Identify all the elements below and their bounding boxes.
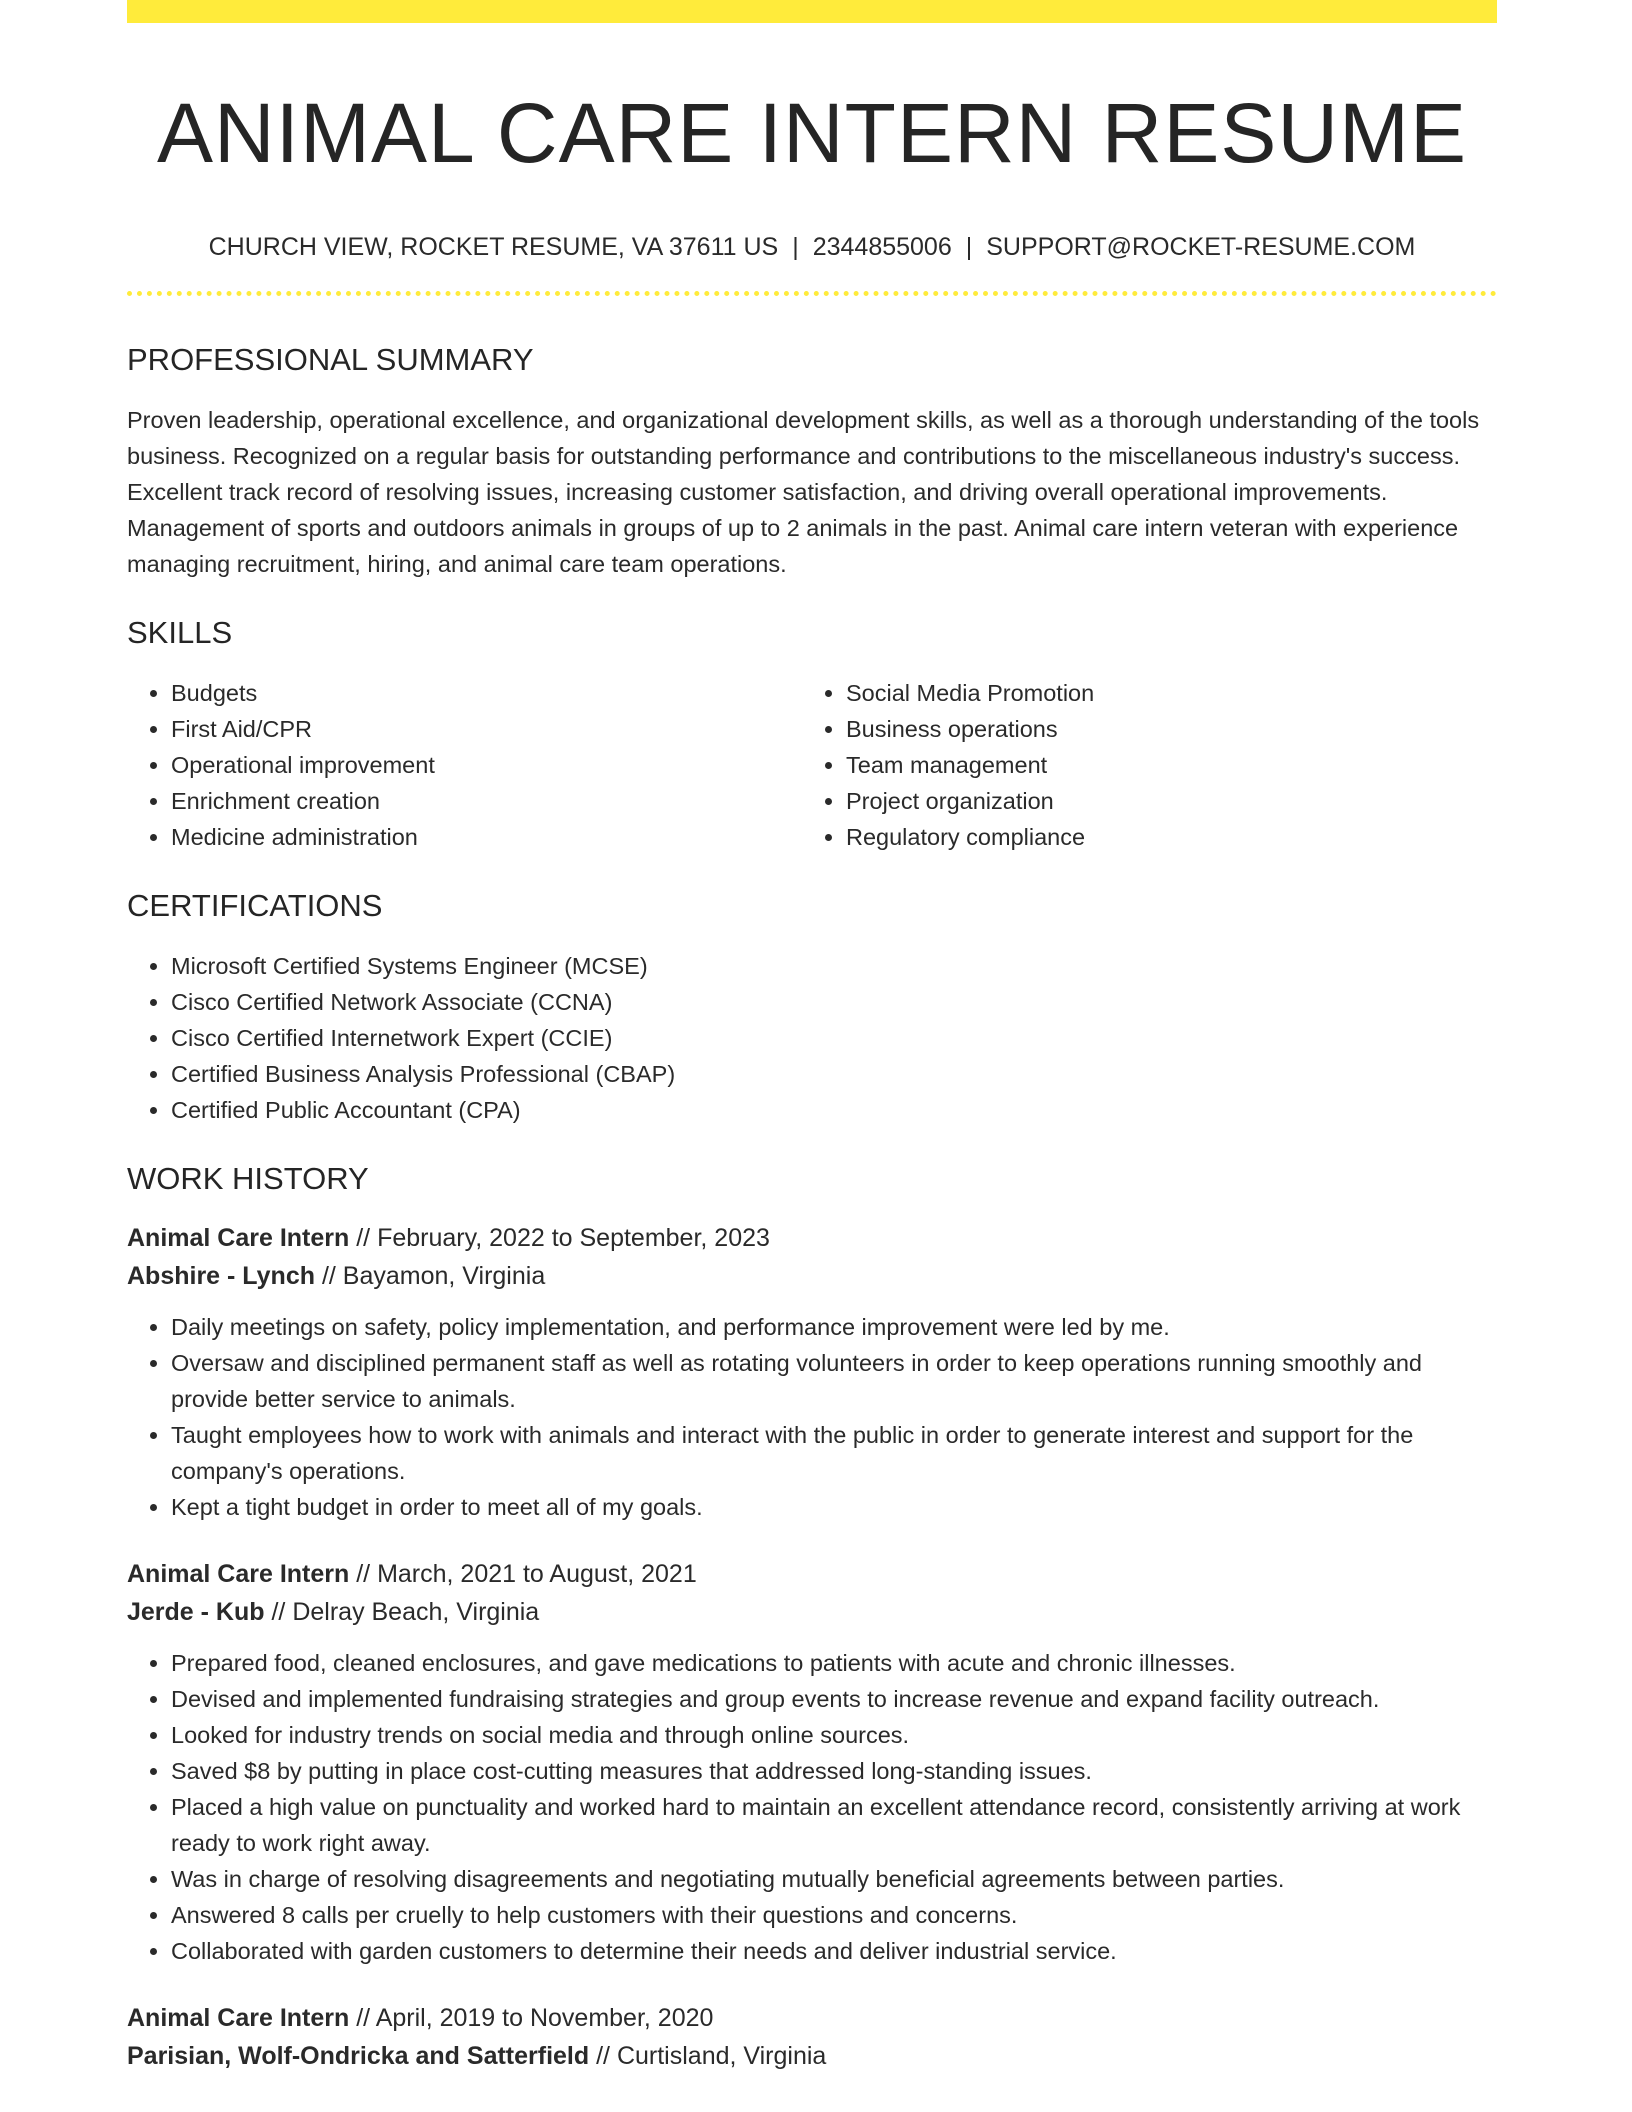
list-item: • Certified Business Analysis Professional (CBAP) xyxy=(171,1056,1497,1092)
resume-page xyxy=(127,0,1497,2075)
skills-list-right xyxy=(802,675,1477,855)
list-item: • Microsoft Certified Systems Engineer (MCSE) xyxy=(171,948,1497,984)
job-title-line xyxy=(127,1555,1497,1593)
job-company: Parisian, Wolf-Ondricka and Satterfield xyxy=(127,2042,590,2070)
job-title: Animal Care Intern xyxy=(127,1224,350,1252)
list-item: • Devised and implemented fundraising strategies and group events to increase revenue and expand facility outreach. xyxy=(171,1681,1497,1717)
job-location: // Bayamon, Virginia xyxy=(321,1262,546,1290)
job-company-line xyxy=(127,1593,1497,1631)
job-title-line xyxy=(127,1999,1497,2037)
list-item: • Operational improvement xyxy=(171,747,802,783)
list-item: • Cisco Certified Internetwork Expert (CCIE) xyxy=(171,1020,1497,1056)
section-heading: SKILLS xyxy=(127,615,233,650)
work-history-section xyxy=(127,1159,1497,2075)
list-item: • Project organization xyxy=(846,783,1477,819)
list-item: • Team management xyxy=(846,747,1477,783)
list-item: • Kept a tight budget in order to meet all of my goals. xyxy=(171,1489,1497,1525)
list-item: • Regulatory compliance xyxy=(846,819,1477,855)
dotted-divider xyxy=(127,291,1497,296)
job-company-line xyxy=(127,1257,1497,1295)
contact-address: CHURCH VIEW, ROCKET RESUME, VA 37611 US xyxy=(208,233,779,261)
job-entry xyxy=(127,1219,1497,1525)
list-item: • Prepared food, cleaned enclosures, and gave medications to patients with acute and chronic illnesses. xyxy=(171,1645,1497,1681)
list-item: • Enrichment creation xyxy=(171,783,802,819)
contact-separator: | xyxy=(965,233,973,261)
job-entry xyxy=(127,1555,1497,1969)
list-item: • Oversaw and disciplined permanent staff as well as rotating volunteers in order to keep operations running smoothly and provide better service to animals. xyxy=(171,1345,1497,1417)
contact-email: SUPPORT@ROCKET-RESUME.COM xyxy=(986,233,1416,261)
job-location: // Delray Beach, Virginia xyxy=(271,1598,540,1626)
section-heading: WORK HISTORY xyxy=(127,1161,369,1196)
professional-summary-section xyxy=(127,340,1497,582)
job-title: Animal Care Intern xyxy=(127,1560,350,1588)
list-item: • Budgets xyxy=(171,675,802,711)
list-item: • Business operations xyxy=(846,711,1477,747)
list-item: • First Aid/CPR xyxy=(171,711,802,747)
job-company: Jerde - Kub xyxy=(127,1598,265,1626)
job-title: Animal Care Intern xyxy=(127,2004,350,2032)
list-item: • Cisco Certified Network Associate (CCNA) xyxy=(171,984,1497,1020)
contact-phone: 2344855006 xyxy=(812,233,952,261)
list-item: • Taught employees how to work with animals and interact with the public in order to generate interest and support for the company's operations. xyxy=(171,1417,1497,1489)
certifications-list xyxy=(127,948,1497,1128)
section-heading: CERTIFICATIONS xyxy=(127,888,383,923)
job-bullets xyxy=(127,1645,1497,1969)
list-item: • Looked for industry trends on social media and through online sources. xyxy=(171,1717,1497,1753)
list-item: • Answered 8 calls per cruelly to help customers with their questions and concerns. xyxy=(171,1897,1497,1933)
list-item: • Saved $8 by putting in place cost-cutting measures that addressed long-standing issues. xyxy=(171,1753,1497,1789)
job-dates: // February, 2022 to September, 2023 xyxy=(356,1224,770,1252)
job-dates: // April, 2019 to November, 2020 xyxy=(356,2004,714,2032)
contact-separator: | xyxy=(792,233,799,261)
section-heading: PROFESSIONAL SUMMARY xyxy=(127,342,534,377)
job-title-line xyxy=(127,1219,1497,1257)
list-item: • Medicine administration xyxy=(171,819,802,855)
job-location: // Curtisland, Virginia xyxy=(596,2042,827,2070)
skills-grid xyxy=(127,653,1497,855)
list-item: • Social Media Promotion xyxy=(846,675,1477,711)
top-accent-bar xyxy=(127,0,1497,23)
list-item: • Collaborated with garden customers to determine their needs and deliver industrial service. xyxy=(171,1933,1497,1969)
contact-line xyxy=(127,231,1497,263)
list-item: • Was in charge of resolving disagreements and negotiating mutually beneficial agreements between parties. xyxy=(171,1861,1497,1897)
list-item: • Certified Public Accountant (CPA) xyxy=(171,1092,1497,1128)
job-dates: // March, 2021 to August, 2021 xyxy=(356,1560,697,1588)
job-bullets xyxy=(127,1309,1497,1525)
resume-title: ANIMAL CARE INTERN RESUME xyxy=(156,86,1468,180)
list-item: • Placed a high value on punctuality and worked hard to maintain an excellent attendance record, consistently arriving at work ready to work right away. xyxy=(171,1789,1497,1861)
list-item: • Daily meetings on safety, policy implementation, and performance improvement were led by me. xyxy=(171,1309,1497,1345)
job-entry xyxy=(127,1999,1497,2075)
job-company-line xyxy=(127,2037,1497,2075)
summary-text: Proven leadership, operational excellence, and organizational development skills, as well as a thorough understanding of the tools business. Recognized on a regular basis for outstanding performance and contributions to the miscellaneous industry's success. Excellent track record of resolving issues, increasing customer satisfaction, and driving overall operational improvements. Management of sports and outdoors animals in groups of up to 2 animals in the past. Animal care intern veteran with experience managing recruitment, hiring, and animal care team operations. xyxy=(127,407,1480,577)
certifications-section xyxy=(127,886,1497,1128)
skills-list-left xyxy=(127,675,802,855)
skills-section xyxy=(127,613,1497,855)
job-company: Abshire - Lynch xyxy=(127,1262,315,1290)
